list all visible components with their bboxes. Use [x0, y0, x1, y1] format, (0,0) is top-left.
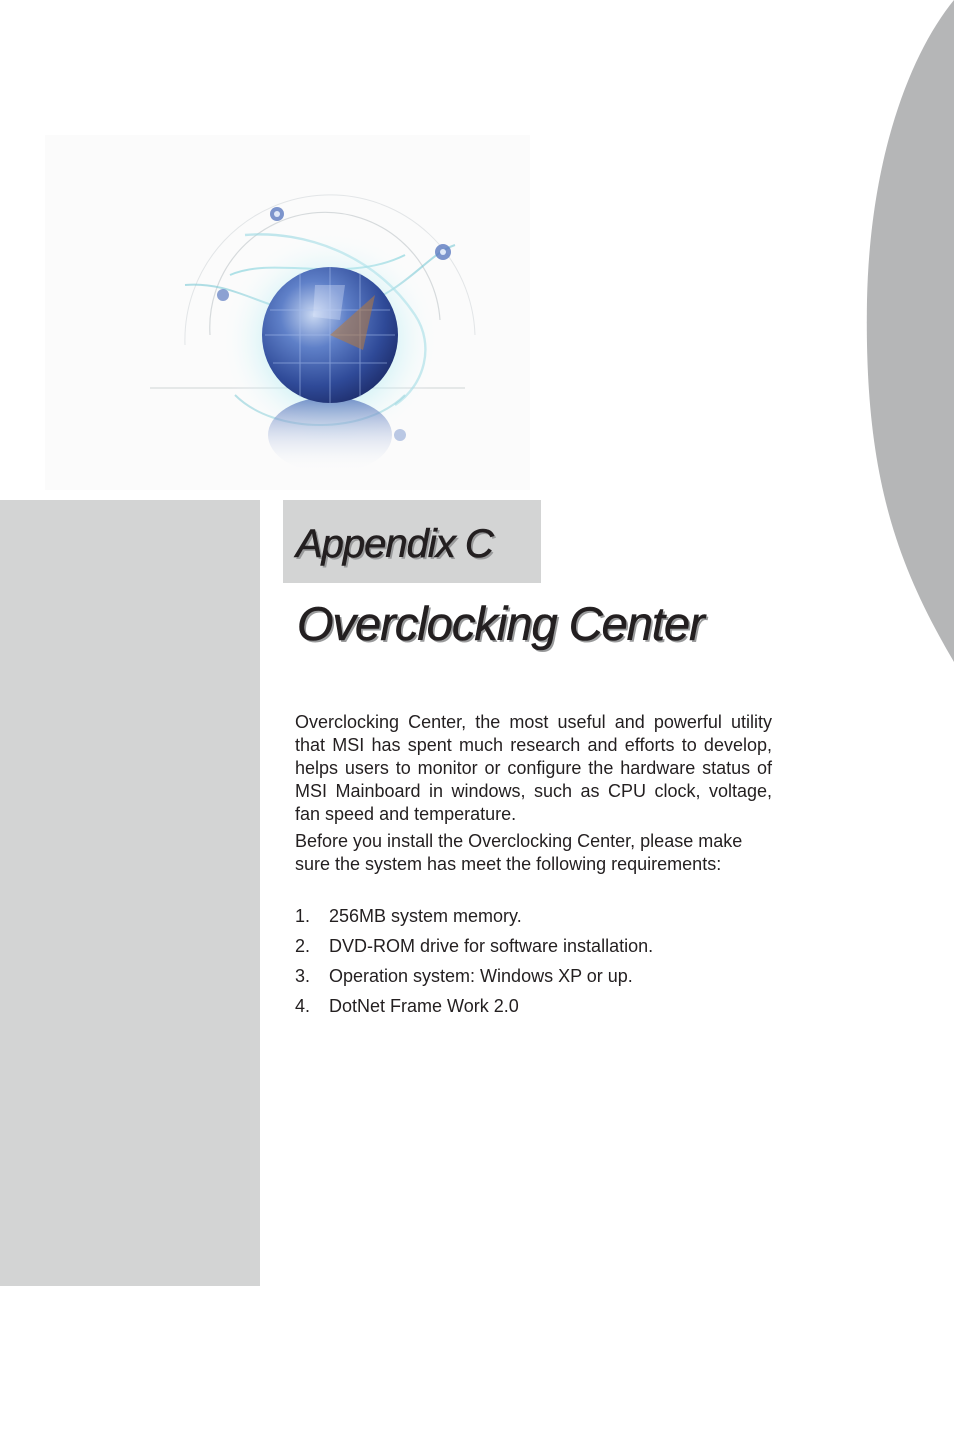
list-item: [295, 995, 772, 1025]
sidebar-panel: [0, 500, 260, 1286]
intro-paragraph: Overclocking Center, the most useful and powerful utility that MSI has spent much research and efforts to develop, helps users to monitor or configure the hardware status of MSI Mainboard in windows, such as CPU clock, voltage, fan speed and temperature.: [295, 712, 772, 824]
list-item-text: DVD-ROM drive for software installation.: [329, 936, 654, 956]
list-item-number: 2.: [295, 936, 311, 956]
corner-tab-decoration: [854, 0, 954, 680]
list-item-text: Operation system: Windows XP or up.: [329, 966, 633, 986]
prerequisite-paragraph: Before you install the Overclocking Center, please make sure the system has meet the following requirements:: [295, 831, 743, 874]
list-item-text: 256MB system memory.: [329, 906, 522, 926]
list-item-text: DotNet Frame Work 2.0: [329, 996, 519, 1016]
list-item-number: 3.: [295, 966, 311, 986]
list-item-number: 4.: [295, 996, 311, 1016]
appendix-label: Appendix C: [296, 522, 493, 566]
chapter-title: Overclocking Center: [297, 597, 704, 650]
list-item-number: 1.: [295, 906, 311, 926]
list-item: [295, 935, 772, 965]
appendix-label-box: [283, 500, 541, 583]
requirements-list: [295, 905, 772, 1025]
list-item: [295, 965, 772, 995]
list-item: [295, 905, 772, 935]
globe-icon: [45, 135, 530, 490]
